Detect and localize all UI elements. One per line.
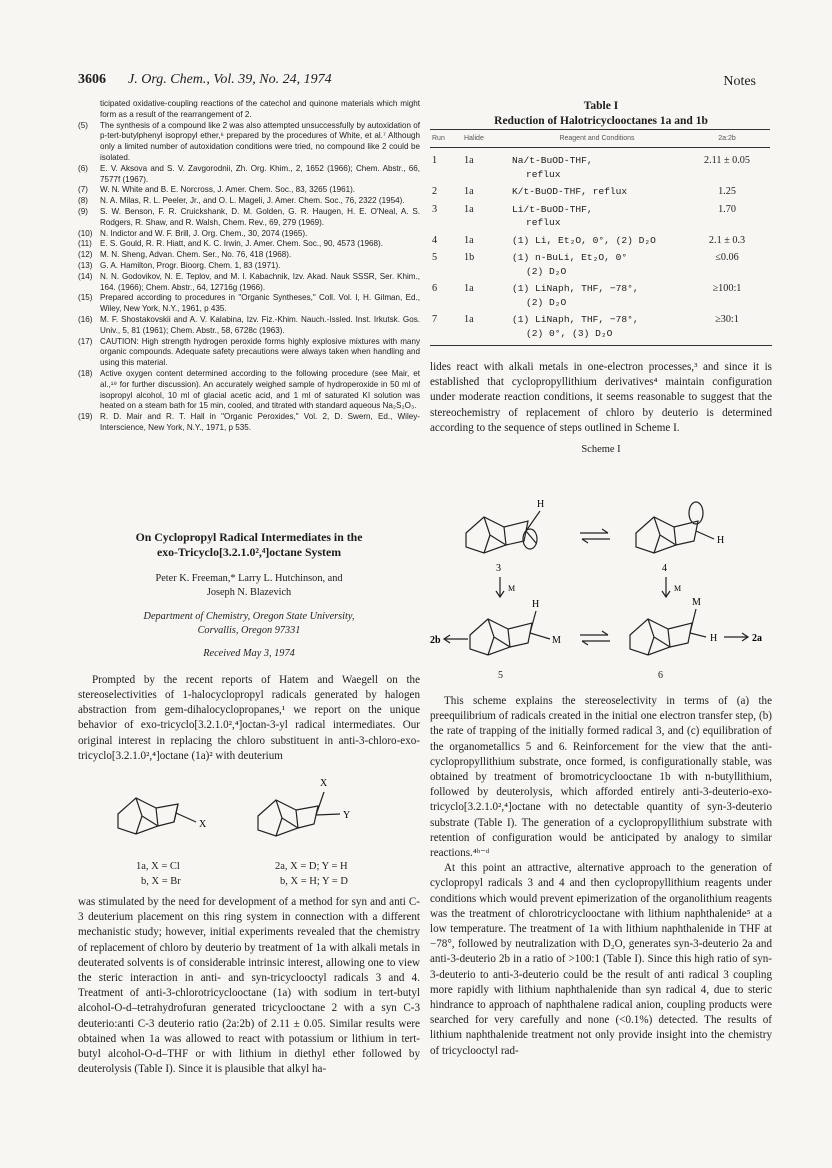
reference-item [78, 239, 420, 250]
table-cell-ratio: ≤0.06 [715, 252, 739, 263]
table-cell-ratio: ≥30:1 [715, 314, 739, 325]
reference-text: R. D. Mair and R. T. Hall in "Organic Peroxides," Vol. 2, D. Swern, Ed., Wiley-Interscience, New York, N.Y., 1971, p 535. [100, 412, 420, 432]
affiliation [78, 610, 420, 638]
reference-text: N. Indictor and W. F. Brill, J. Org. Chem., 30, 2074 (1965). [100, 228, 308, 238]
table-cell-conditions [510, 182, 684, 200]
reference-item [78, 293, 420, 315]
equilibrium-arrow-top-forward [580, 529, 608, 533]
reference-text: G. A. Hamilton, Progr. Bioorg. Chem. 1, 83 (1971). [100, 260, 281, 270]
paragraph-3: lides react with alkali metals in one-electron processes,³ and since it is established that cyclopropyllithium derivatives⁴ maintain configuration under moderate reaction conditions, it seems reasonable to suggest that the stereochemistry of replacement of chloro by deuterio is determined according to the sequence of steps outlined in Scheme I. [430, 361, 772, 434]
conditions-line2: (2) 0°, (3) D₂O [526, 327, 613, 339]
section-label: Notes [723, 74, 756, 89]
conditions-line2: (2) D₂O [526, 265, 567, 277]
reference-item [78, 337, 420, 369]
reference-text: N. A. Milas, R. L. Peeler, Jr., and O. L. Mageli, J. Amer. Chem. Soc., 76, 2322 (1954). [100, 196, 405, 206]
reference-number: (11) [78, 239, 92, 249]
paragraph-4: This scheme explains the stereoselectivity in terms of (a) the preequilibrium of radicals created in the initial one electron transfer step, (b) the rate of trapping of the initially formed radical 3, and (c) equilibration of the organometallics 5 and 6. Reinforcement for the view that the anti-cyclopropyllithium substrate, once formed, is configurationally stable, was obtained by treatment of bromotricyclooctane 1b with n-butyllithium, followed by deuterolysis, which afforded entirely anti-3-deuterio-exo-tricyclo[3.2.1.0²,⁴]octane with no detectable quantity of syn-3-deuterio substrate (Table I). The generation of a cyclopropyllithium substrate with retention of configuration would be anticipated by analogy to similar reactions.⁴ᵇ⁻ᵈ [430, 695, 772, 860]
reference-number: (12) [78, 250, 93, 260]
table-cell-run: 3 [432, 203, 438, 215]
reference-text: S. W. Benson, F. R. Cruickshank, D. M. Golden, G. R. Haugen, H. E. O'Neal, A. S. Rodgers, R. Shaw, and R. Walsh, Chem. Rev., 69, 279 (1969). [100, 206, 420, 227]
table-caption: Reduction of Halotricyclooctanes 1a and 1b [494, 115, 708, 127]
reference-item [78, 207, 420, 229]
radical-4-drawing [636, 502, 714, 553]
conditions-line1: (1) n-BuLi, Et₂O, 0° [512, 252, 628, 263]
reference-text: N. N. Godovikov, N. E. Teplov, and M. I. Kabachnik, Izv. Akad. Nauk SSSR, Ser. Khim., 164. (1966); Chem. Abstr., 64, 12716g (1966). [100, 271, 420, 292]
conditions-line1: Li/t-BuOD-THF, [512, 203, 593, 215]
reference-text: W. N. White and B. E. Norcross, J. Amer. Chem. Soc., 83, 3265 (1961). [100, 185, 356, 195]
paragraph-5: At this point an attractive, alternative approach to the generation of cyclopropyl radicals 3 and 4 and then cyclopropyllithium reagents under conditions which would prevent epimerization of the organolithium reagents was the treatment of chlorotricyclooctane with lithium naphthalenide⁵ at a low temperature. The treatment of 1a with lithium naphthalenide in THF at −78°, followed by neutralization with D₂O, generates syn-3-deuterio 2a and anti-3-deuterio 2b in a ratio of >100:1 (Table I). Since this high ratio of syn-3-deuterio to anti-3-deuterio could be the result of anti radical 3 coupling more rapidly with lithium naphthalenide than syn radical 4, due to steric hindrance to approach of naphthalene radical anion, coupling products were searched for very carefully and none (<0.1%) detected. The results of lithium naphthalenide treatment not only provide insight into the chemistry of tricyclooctyl rad- [430, 862, 772, 1057]
article-title [78, 530, 420, 560]
reference-text: Active oxygen content determined according to the following procedure (see Mair, et al.,¹⁹ for further discussion). An accurately weighed sample of hydroperoxide in 50 ml of isopropyl alcohol, 10 ml of glacial acetic acid, and 1 ml of saturated KI solution was heated on a steam bath for 15 min, cooled, and titrated with standard aqueous Na₂S₂O₃. [100, 368, 420, 411]
scheme-6-m-label: M [692, 597, 701, 609]
table-cell-ratio: 2.11 ± 0.05 [704, 155, 750, 166]
arrow-label-M-right: M [674, 584, 682, 594]
table-cell-ratio: 1.70 [718, 203, 736, 215]
structures-1-2-figure [78, 764, 420, 856]
reference-number: (5) [78, 120, 88, 130]
table-row [430, 200, 770, 231]
table-cell-run: 6 [432, 283, 438, 294]
conditions-line2: reflux [526, 168, 561, 180]
conditions-line2: (2) D₂O [526, 296, 567, 308]
reference-text: M. N. Sheng, Advan. Chem. Ser., No. 76, 418 (1968). [100, 250, 292, 260]
label-1b: b, X = Br [141, 875, 181, 887]
table-row [430, 148, 770, 183]
reference-item [78, 185, 420, 196]
scheme-4-number: 4 [662, 563, 667, 575]
authors-line1: Peter K. Freeman,* Larry L. Hutchinson, and [155, 572, 343, 584]
reference-item [78, 272, 420, 294]
article-title-line1: On Cyclopropyl Radical Intermediates in the [135, 529, 363, 544]
table-cell-conditions [510, 148, 684, 183]
equilibrium-arrow-bottom-back [582, 641, 610, 645]
table-cell-run: 7 [432, 314, 438, 325]
reference-text: E. V. Aksova and S. V. Zavgorodnii, Zh. Org. Khim., 2, 1652 (1966); Chem. Abstr., 66, 7577f (1967). [100, 163, 420, 184]
reference-item [78, 315, 420, 337]
reference-item [78, 121, 420, 164]
reference-number: (10) [78, 228, 93, 238]
table-header-halide: Halide [462, 130, 510, 148]
reference-number: (9) [78, 206, 88, 216]
body-text-left [78, 673, 420, 764]
table-cell-conditions [510, 248, 684, 279]
conditions-line2: reflux [526, 217, 561, 228]
organometallic-5-drawing [470, 611, 550, 655]
reference-item [78, 196, 420, 207]
reference-item [78, 99, 420, 121]
arrow-label-M-left: M [508, 584, 516, 594]
reference-text: The synthesis of a compound like 2 was also attempted unsuccessfully by autoxidation of p-tert-butylphenyl isopropyl ether,⁶ prepared by the procedures of White, et al.⁷ Although only a limited number of autoxidation conditions were tried, no compound like 2 could be isolated. [100, 120, 420, 162]
table-body [430, 148, 770, 342]
equilibrium-arrow-top-back [582, 539, 610, 543]
table-row [430, 182, 770, 200]
authors-line2: Joseph N. Blazevich [206, 586, 292, 598]
received-date: Received May 3, 1974 [203, 647, 295, 659]
authors [78, 572, 420, 600]
affiliation-line1: Department of Chemistry, Oregon State University, [143, 610, 355, 622]
table-cell-ratio: 1.25 [718, 186, 736, 197]
arrow-3-to-5 [496, 577, 504, 597]
table-cell-halide: 1a [464, 314, 474, 325]
reference-number: (19) [78, 412, 93, 422]
scheme-product-2a: 2a [752, 633, 762, 645]
reference-text: M. F. Shostakovskii and A. V. Kalabina, Izv. Fiz.-Khim. Nauch.-Issled. Inst. Irkutsk. Gos. Univ., 5, 81 (1961); Chem. Abstr., 58, 6728c (1963). [100, 314, 420, 335]
reference-number: (15) [78, 293, 93, 303]
structure-1-x-label: X [199, 818, 207, 830]
equilibrium-arrow-bottom-forward [580, 631, 608, 635]
left-column [78, 99, 420, 1077]
table-header-run: Run [430, 130, 462, 148]
reference-text: E. S. Gould, R. R. Hiatt, and K. C. Irwin, J. Amer. Chem. Soc., 90, 4573 (1968). [100, 239, 383, 249]
table-cell-halide: 1b [464, 252, 475, 263]
structure-2-drawing [258, 792, 340, 836]
scheme-5-h-label: H [532, 599, 540, 611]
table-cell-ratio: 2.1 ± 0.3 [708, 234, 746, 246]
arrow-6-to-2a [724, 633, 748, 641]
scheme-3-h-label: H [537, 499, 545, 511]
conditions-line1: Na/t-BuOD-THF, [512, 155, 593, 166]
conditions-line1: (1) Li, Et₂O, 0°, (2) D₂O [512, 234, 656, 246]
reference-item [78, 164, 420, 186]
table-cell-run: 4 [432, 234, 438, 246]
table-cell-conditions [510, 200, 684, 231]
reference-number: (17) [78, 336, 93, 346]
scheme-3-number: 3 [496, 563, 501, 575]
reference-number: (8) [78, 196, 88, 206]
reference-text: Prepared according to procedures in "Organic Syntheses," Coll. Vol. I, H. Gilman, Ed., Wiley, New York, N.Y., 1961, p 435. [100, 293, 420, 314]
scheme-5-number: 5 [498, 670, 503, 682]
table-cell-conditions [510, 310, 684, 341]
results-table [430, 129, 770, 341]
arrow-5-to-2b [444, 635, 468, 643]
paragraph-2: was stimulated by the need for development of a method for syn and anti C-3 deuterium placement on this ring system in connection with a different mechanistic study; however, initial experiments revealed that the chemistry of replacement of chloro by deuterio by treatment of 1a with alkali metals in deuterated solvents is of considerable intrinsic interest, allowing one to view the steric interaction in anti- and syn-tricyclooctyl radicals 3 and 4. Treatment of anti-3-chlorotricyclooctane (1a) with sodium in tert-butyl alcohol-O-d–tetrahydrofuran generated tricyclooctane 2 with a syn C-3 deuterio:anti C-3 deuterio ratio (2a:2b) of 2.11 ± 0.05. Similar results were obtained when 1a was allowed to react with potassium or lithium in tert-butyl alcohol-O-d–THF or with lithium in diethyl ether followed by deuterolysis (Table I). Since it is plausible that alkyl ha- [78, 895, 420, 1076]
scheme-product-2b: 2b [430, 635, 441, 647]
reference-text: ticipated oxidative-coupling reactions of the catechol and quinone materials which might form as a result of the rearrangement of 2. [100, 99, 420, 119]
table-row [430, 248, 770, 279]
reference-list [78, 99, 420, 434]
conditions-line1: (1) LiNaph, THF, −78°, [512, 283, 639, 294]
table-cell-run: 5 [432, 252, 438, 263]
page-number: 3606 [78, 72, 106, 87]
scheme-6-h-label: H [710, 633, 718, 645]
article-title-line2: exo-Tricyclo[3.2.1.0²,⁴]octane System [156, 544, 342, 559]
journal-citation: J. Org. Chem., Vol. 39, No. 24, 1974 [128, 72, 332, 87]
structure-2-y-label: Y [343, 809, 351, 821]
body-text-left-2 [78, 895, 420, 1077]
reference-item [78, 261, 420, 272]
right-column [430, 99, 772, 1059]
conditions-line1: (1) LiNaph, THF, −78°, [512, 314, 639, 325]
label-2a: 2a, X = D; Y = H [275, 860, 348, 872]
table-cell-halide: 1a [464, 234, 474, 246]
table-cell-conditions [510, 231, 684, 249]
table-cell-run: 2 [432, 186, 438, 197]
conditions-line1: K/t-BuOD-THF, reflux [512, 186, 628, 197]
scheme-title: Scheme I [581, 444, 621, 456]
arrow-4-to-6 [662, 577, 670, 597]
table-cell-halide: 1a [464, 283, 474, 294]
reference-number: (7) [78, 185, 88, 195]
organometallic-6-drawing [630, 609, 706, 655]
table-header-conditions: Reagent and Conditions [510, 130, 684, 148]
radical-3-drawing [466, 511, 540, 553]
table-cell-conditions [510, 279, 684, 310]
body-text-right-1 [430, 360, 772, 436]
affiliation-line2: Corvallis, Oregon 97331 [197, 624, 301, 636]
table-row [430, 231, 770, 249]
reference-item [78, 229, 420, 240]
reference-number: (18) [78, 368, 93, 378]
reference-item [78, 369, 420, 412]
table-cell-run: 1 [432, 155, 438, 166]
table-row [430, 279, 770, 310]
paragraph-1: Prompted by the recent reports of Hatem and Waegell on the stereoselectivities of 1-halocyclopropyl radicals generated by halogen abstraction from gem-dihalocyclopropanes,¹ we report on the unique behavior of exo-tricyclo[3.2.1.0²,⁴]octan-3-yl radical intermediates. Our original interest in replacing the chloro substituent in anti-3-chloro-exo-tricyclo[3.2.1.0²,⁴]octane (1a)² with deuterium [78, 673, 420, 762]
table-cell-halide: 1a [464, 203, 474, 215]
table-cell-halide: 1a [464, 155, 474, 166]
reference-item [78, 412, 420, 434]
scheme-4-h-label: H [717, 535, 725, 547]
scheme-6-number: 6 [658, 670, 663, 682]
table-number: Table I [583, 100, 619, 112]
scheme-1-figure [430, 455, 772, 665]
reference-item [78, 250, 420, 261]
label-2b: b, X = H; Y = D [280, 875, 348, 887]
structure-2-x-label: X [320, 777, 328, 789]
label-1a: 1a, X = Cl [136, 860, 180, 872]
reference-number: (13) [78, 260, 93, 270]
table-header-ratio: 2a:2b [684, 130, 770, 148]
body-text-right-2 [430, 694, 772, 1059]
reference-number: (14) [78, 271, 93, 281]
table-cell-ratio: ≥100:1 [712, 283, 742, 294]
table-header-row [430, 130, 770, 148]
table-row [430, 310, 770, 341]
table-title [430, 99, 772, 129]
reference-text: CAUTION: High strength hydrogen peroxide forms highly explosive mixtures with many organic compounds. Adequate safety precautions were always taken when handling and using this material. [100, 336, 420, 368]
table-cell-halide: 1a [464, 186, 474, 197]
scheme-5-m-label: M [552, 635, 561, 647]
structure-1-drawing [118, 798, 196, 834]
reference-number: (6) [78, 163, 88, 173]
reference-number: (16) [78, 314, 93, 324]
